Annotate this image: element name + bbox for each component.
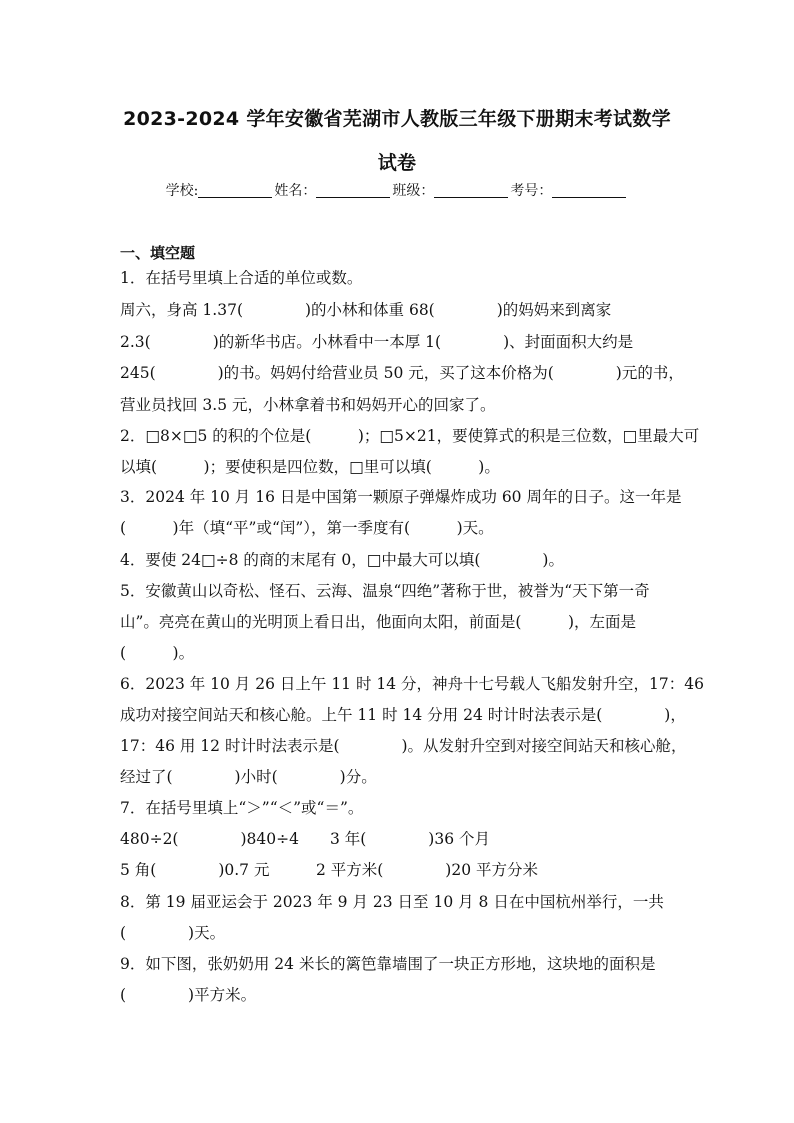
question-line: 6．2023 年 10 月 26 日上午 11 时 14 分，神舟十七号载人飞船发射升空，17：46 xyxy=(120,675,704,693)
question-line: 营业员找回 3.5 元，小林拿着书和妈妈开心的回家了。 xyxy=(120,396,496,414)
question-line: 9．如下图，张奶奶用 24 米长的篱笆靠墙围了一块正方形地，这块地的面积是 xyxy=(120,955,656,973)
question-line: 3．2024 年 10 月 16 日是中国第一颗原子弹爆炸成功 60 周年的日子。这一年是 xyxy=(120,488,682,506)
question-line: 245( )的书。妈妈付给营业员 50 元，买了这本价格为( )元的书， xyxy=(120,364,684,382)
question-line: 2.3( )的新华书店。小林看中一本厚 1( )、封面面积大约是 xyxy=(120,333,634,351)
page-title: 2023-2024 学年安徽省芜湖市人教版三年级下册期末考试数学 xyxy=(123,108,671,130)
question-line: ( )。 xyxy=(120,644,195,662)
question-line: ( )平方米。 xyxy=(120,986,257,1004)
question-line: 1．在括号里填上合适的单位或数。 xyxy=(120,269,363,287)
question-line: 山”。亮亮在黄山的光明顶上看日出，他面向太阳，前面是( )，左面是 xyxy=(120,613,637,631)
name-blank[interactable] xyxy=(316,183,390,198)
question-line: 5．安徽黄山以奇松、怪石、云海、温泉“四绝”著称于世，被誉为“天下第一奇 xyxy=(120,582,650,600)
question-line: 8．第 19 届亚运会于 2023 年 9 月 23 日至 10 月 8 日在中国杭州举行，一共 xyxy=(120,893,664,911)
student-info-row xyxy=(0,180,794,200)
class-blank[interactable] xyxy=(434,183,508,198)
question-line: 以填( )；要使积是四位数，□里可以填( )。 xyxy=(120,458,500,476)
question-line: ( )年（填“平”或“闰”），第一季度有( )天。 xyxy=(120,519,494,537)
question-line: 17：46 用 12 时计时法表示是( )。从发射升空到对接空间站天和核心舱， xyxy=(120,737,687,755)
question-line: 7．在括号里填上“＞”“＜”或“＝”。 xyxy=(120,799,364,817)
question-line: 经过了( )小时( )分。 xyxy=(120,768,377,786)
question-line: ( )天。 xyxy=(120,924,226,942)
exam-number-blank[interactable] xyxy=(552,183,626,198)
question-line: 周六，身高 1.37( )的小林和体重 68( )的妈妈来到离家 xyxy=(120,301,612,319)
class-label: 班级： xyxy=(392,183,435,199)
exam-number-label: 考号： xyxy=(510,183,553,199)
question-line: 成功对接空间站天和核心舱。上午 11 时 14 分用 24 时计时法表示是( )， xyxy=(120,706,686,724)
page-title-continued: 试卷 xyxy=(377,152,417,174)
section-heading: 一、填空题 xyxy=(120,244,196,262)
name-label: 姓名： xyxy=(274,183,317,199)
question-line: 5 角( )0.7 元 2 平方米( )20 平方分米 xyxy=(120,861,538,879)
question-line: 4．要使 24□÷8 的商的末尾有 0，□中最大可以填( )。 xyxy=(120,551,564,569)
question-line: 2．□8×□5 的积的个位是( )；□5×21，要使算式的积是三位数，□里最大可 xyxy=(120,427,700,445)
school-label: 学校: xyxy=(165,183,199,199)
school-blank[interactable] xyxy=(198,183,272,198)
question-line: 480÷2( )840÷4 3 年( )36 个月 xyxy=(120,830,490,848)
